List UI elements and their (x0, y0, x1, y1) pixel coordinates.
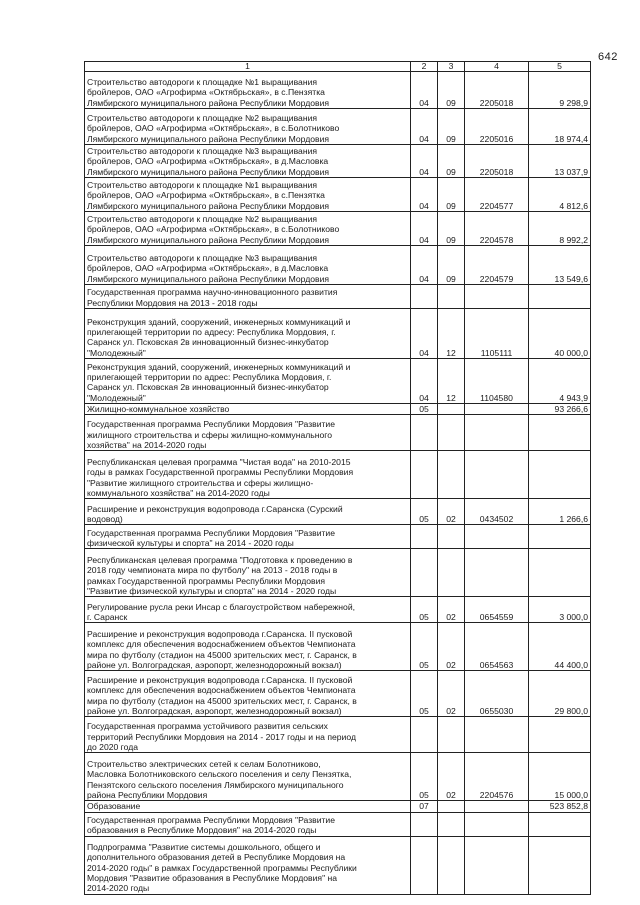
row-target-code-cell: 0654559 (465, 597, 529, 623)
column-header-amount: 5 (529, 62, 591, 72)
row-name-cell: Жилищно-коммунальное хозяйство (85, 404, 411, 415)
page-number: 642 (598, 51, 618, 63)
row-target-code-cell: 1105111 (465, 309, 529, 359)
row-name-cell: Строительство электрических сетей к селам Болотниково, Масловка Болотниковского сельского поселения и селу Пензятка, Пензятского сельского поселения Лямбирского муниципального района Республики Мордовия (85, 753, 411, 801)
row-section-cell: 05 (411, 671, 438, 717)
row-amount-cell (529, 285, 591, 309)
row-name-cell: Строительство автодороги к площадке №1 выращивания бройлеров, ОАО «Агрофирма «Октябрьская», в с.Пензятка Лямбирского муниципального района Республики Мордовия (85, 72, 411, 109)
row-subsection-cell: 09 (438, 72, 465, 109)
row-amount-cell: 4 943,9 (529, 359, 591, 404)
table-row (85, 404, 591, 415)
row-subsection-cell (438, 451, 465, 499)
row-amount-cell: 1 266,6 (529, 499, 591, 525)
row-amount-cell (529, 717, 591, 753)
row-name-cell: Реконструкция зданий, сооружений, инженерных коммуникаций и прилегающей территории по адресу: Республика Мордовия, г. Саранск ул. Псковская 2в инновационный бизнес-инкубатор "Молодежный" (85, 309, 411, 359)
row-subsection-cell: 12 (438, 359, 465, 404)
row-subsection-cell: 09 (438, 145, 465, 178)
row-subsection-cell: 02 (438, 753, 465, 801)
row-name-cell: Подпрограмма "Развитие системы дошкольного, общего и дополнительного образования детей в Республике Мордовия на 2014-2020 годы" в рамках Государственной программы Республики Мордовия "Развитие образования в Республике Мордовия" на 2014-2020 годы (85, 836, 411, 894)
row-section-cell: 04 (411, 178, 438, 212)
row-section-cell: 05 (411, 597, 438, 623)
row-amount-cell (529, 525, 591, 549)
table-row (85, 812, 591, 836)
row-name-cell: Строительство автодороги к площадке №2 выращивания бройлеров, ОАО «Агрофирма «Октябрьская», в с.Болотниково Лямбирского муниципального района Республики Мордовия (85, 212, 411, 246)
row-name-cell: Расширение и реконструкция водопровода г.Саранска. II пусковой комплекс для обеспечения водоснабжением объектов Чемпионата мира по футболу (стадион на 45000 зрительских мест, г. Саранск, в районе ул. Волгоградская, аэропорт, железнодорожный вокзал) (85, 623, 411, 671)
table-row (85, 801, 591, 812)
row-name-cell: Государственная программа Республики Мордовия "Развитие образования в Республике Мордовия" на 2014-2020 годы (85, 812, 411, 836)
row-section-cell: 04 (411, 72, 438, 109)
table-row (85, 525, 591, 549)
row-amount-cell: 3 000,0 (529, 597, 591, 623)
row-amount-cell: 13 549,6 (529, 246, 591, 285)
row-subsection-cell (438, 404, 465, 415)
row-amount-cell: 15 000,0 (529, 753, 591, 801)
row-name-cell: Государственная программа научно-инновационного развития Республики Мордовия на 2013 - 2018 годы (85, 285, 411, 309)
table-row (85, 246, 591, 285)
row-name-cell: Государственная программа Республики Мордовия "Развитие жилищного строительства и сферы жилищно-коммунального хозяйства" на 2014-2020 годы (85, 415, 411, 451)
row-subsection-cell (438, 836, 465, 894)
row-subsection-cell (438, 549, 465, 597)
row-subsection-cell (438, 717, 465, 753)
row-section-cell: 04 (411, 145, 438, 178)
row-amount-cell: 44 400,0 (529, 623, 591, 671)
row-section-cell: 04 (411, 309, 438, 359)
row-target-code-cell (465, 812, 529, 836)
table-row (85, 549, 591, 597)
row-subsection-cell: 02 (438, 623, 465, 671)
row-section-cell (411, 812, 438, 836)
row-name-cell: Строительство автодороги к площадке №3 выращивания бройлеров, ОАО «Агрофирма «Октябрьская», в д.Масловка Лямбирского муниципального района Республики Мордовия (85, 145, 411, 178)
row-section-cell: 04 (411, 109, 438, 145)
row-target-code-cell (465, 415, 529, 451)
row-target-code-cell (465, 549, 529, 597)
row-target-code-cell (465, 801, 529, 812)
row-section-cell: 05 (411, 623, 438, 671)
row-subsection-cell (438, 812, 465, 836)
row-target-code-cell: 2205016 (465, 109, 529, 145)
column-header-subsection: 3 (438, 62, 465, 72)
row-name-cell: Республиканская целевая программа "Чистая вода" на 2010-2015 годы в рамках Государственной программы Республики Мордовия "Развитие жилищного строительства и сферы жилищно- коммунального хозяйства" на 2014-2020 годы (85, 451, 411, 499)
table-row (85, 212, 591, 246)
row-subsection-cell: 02 (438, 597, 465, 623)
column-header-name: 1 (85, 62, 411, 72)
row-amount-cell (529, 836, 591, 894)
row-subsection-cell (438, 415, 465, 451)
row-amount-cell: 29 800,0 (529, 671, 591, 717)
row-target-code-cell (465, 525, 529, 549)
column-header-section: 2 (411, 62, 438, 72)
row-amount-cell (529, 549, 591, 597)
row-section-cell: 05 (411, 499, 438, 525)
row-subsection-cell: 09 (438, 178, 465, 212)
table-row (85, 597, 591, 623)
row-target-code-cell (465, 717, 529, 753)
row-name-cell: Образование (85, 801, 411, 812)
row-name-cell: Расширение и реконструкция водопровода г.Саранска (Сурский водовод) (85, 499, 411, 525)
table-row (85, 499, 591, 525)
row-section-cell: 04 (411, 212, 438, 246)
row-amount-cell: 9 298,9 (529, 72, 591, 109)
row-amount-cell: 93 266,6 (529, 404, 591, 415)
row-target-code-cell: 2205018 (465, 145, 529, 178)
row-section-cell (411, 549, 438, 597)
row-section-cell: 07 (411, 801, 438, 812)
row-name-cell: Строительство автодороги к площадке №1 выращивания бройлеров, ОАО «Агрофирма «Октябрьская», в с.Пензятка Лямбирского муниципального района Республики Мордовия (85, 178, 411, 212)
column-header-target-code: 4 (465, 62, 529, 72)
row-amount-cell (529, 451, 591, 499)
table-row (85, 178, 591, 212)
table-row (85, 717, 591, 753)
table-row (85, 285, 591, 309)
row-section-cell (411, 285, 438, 309)
row-target-code-cell: 1104580 (465, 359, 529, 404)
row-subsection-cell: 02 (438, 499, 465, 525)
row-section-cell: 05 (411, 753, 438, 801)
row-target-code-cell: 2204576 (465, 753, 529, 801)
row-target-code-cell: 2204577 (465, 178, 529, 212)
row-target-code-cell: 0434502 (465, 499, 529, 525)
row-target-code-cell (465, 285, 529, 309)
table-row (85, 623, 591, 671)
row-subsection-cell: 09 (438, 109, 465, 145)
row-section-cell (411, 525, 438, 549)
row-subsection-cell (438, 801, 465, 812)
row-amount-cell (529, 812, 591, 836)
row-name-cell: Государственная программа устойчивого развития сельских территорий Республики Мордовия на 2014 - 2017 годы и на период до 2020 года (85, 717, 411, 753)
row-section-cell (411, 415, 438, 451)
row-name-cell: Расширение и реконструкция водопровода г.Саранска. II пусковой комплекс для обеспечения водоснабжением объектов Чемпионата мира по футболу (стадион на 45000 зрительских мест, г. Саранск, в районе ул. Волгоградская, аэропорт, железнодорожный вокзал) (85, 671, 411, 717)
table-row (85, 309, 591, 359)
row-target-code-cell (465, 451, 529, 499)
row-target-code-cell: 0655030 (465, 671, 529, 717)
table-row (85, 359, 591, 404)
row-target-code-cell: 2204579 (465, 246, 529, 285)
row-subsection-cell: 09 (438, 246, 465, 285)
row-subsection-cell: 09 (438, 212, 465, 246)
budget-table (84, 61, 591, 895)
row-amount-cell: 8 992,2 (529, 212, 591, 246)
row-amount-cell: 4 812,6 (529, 178, 591, 212)
row-target-code-cell (465, 404, 529, 415)
table-row (85, 451, 591, 499)
table-row (85, 671, 591, 717)
row-target-code-cell: 0654563 (465, 623, 529, 671)
row-amount-cell: 523 852,8 (529, 801, 591, 812)
row-name-cell: Реконструкция зданий, сооружений, инженерных коммуникаций и прилегающей территории по адрес: Республика Мордовия, г. Саранск ул. Псковская 2в инновационный бизнес-инкубатор "Молодежный" (85, 359, 411, 404)
row-amount-cell: 40 000,0 (529, 309, 591, 359)
row-name-cell: Государственная программа Республики Мордовия "Развитие физической культуры и спорта" на 2014 - 2020 годы (85, 525, 411, 549)
row-name-cell: Строительство автодороги к площадке №3 выращивания бройлеров, ОАО «Агрофирма «Октябрьская», в д.Масловка Лямбирского муниципального района Республики Мордовия (85, 246, 411, 285)
table-header-row (85, 62, 591, 72)
row-subsection-cell (438, 525, 465, 549)
table-row (85, 753, 591, 801)
row-target-code-cell: 2205018 (465, 72, 529, 109)
row-amount-cell: 13 037,9 (529, 145, 591, 178)
table-row (85, 145, 591, 178)
row-subsection-cell: 02 (438, 671, 465, 717)
row-name-cell: Регулирование русла реки Инсар с благоустройством набережной, г. Саранск (85, 597, 411, 623)
row-target-code-cell (465, 836, 529, 894)
row-name-cell: Строительство автодороги к площадке №2 выращивания бройлеров, ОАО «Агрофирма «Октябрьская», в с.Болотниково Лямбирского муниципального района Республики Мордовия (85, 109, 411, 145)
table-row (85, 415, 591, 451)
row-subsection-cell (438, 285, 465, 309)
row-amount-cell: 18 974,4 (529, 109, 591, 145)
row-section-cell (411, 451, 438, 499)
table-row (85, 72, 591, 109)
row-section-cell: 04 (411, 359, 438, 404)
row-target-code-cell: 2204578 (465, 212, 529, 246)
row-section-cell: 05 (411, 404, 438, 415)
row-name-cell: Республиканская целевая программа "Подготовка к проведению в 2018 году чемпионата мира по футболу" на 2013 - 2018 годы в рамках Государственной программы Республики Мордовия "Развитие физической культуры и спорта" на 2014 - 2020 годы (85, 549, 411, 597)
row-subsection-cell: 12 (438, 309, 465, 359)
table-row (85, 109, 591, 145)
row-section-cell: 04 (411, 246, 438, 285)
table-row (85, 836, 591, 894)
row-section-cell (411, 836, 438, 894)
row-section-cell (411, 717, 438, 753)
row-amount-cell (529, 415, 591, 451)
